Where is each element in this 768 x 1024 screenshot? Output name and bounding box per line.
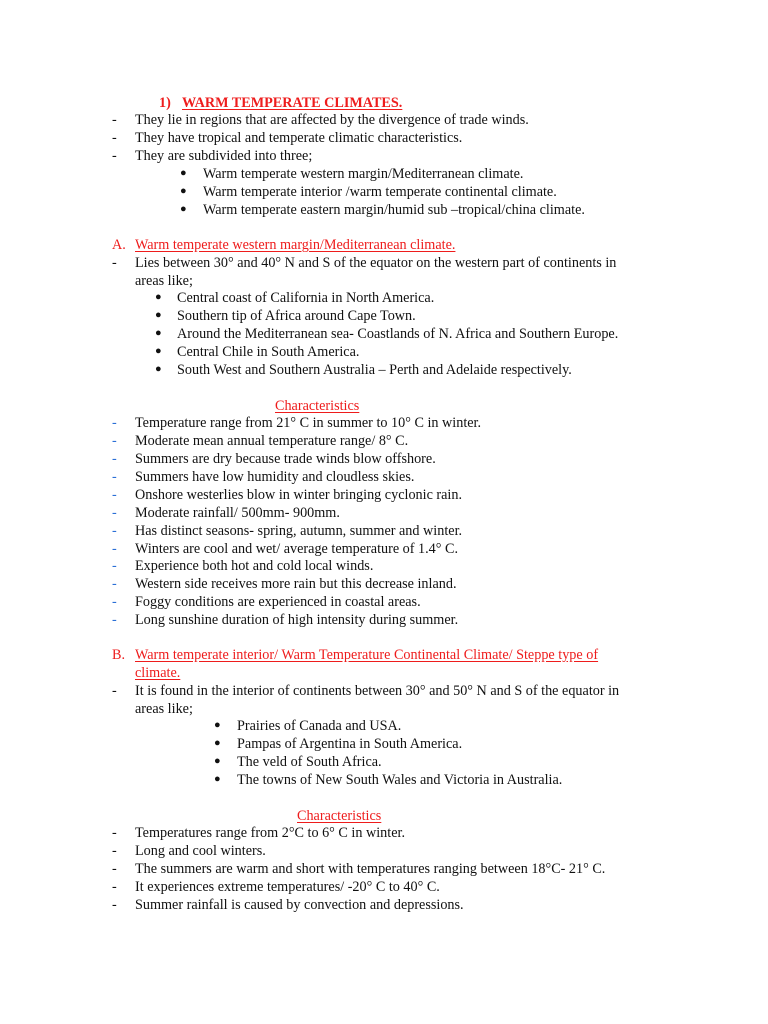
list-item: Onshore westerlies blow in winter bringing cyclonic rain. xyxy=(135,487,463,503)
bullet-icon: ● xyxy=(180,185,187,197)
list-item: Moderate mean annual temperature range/ 8° C. xyxy=(135,433,409,449)
list-item: Southern tip of Africa around Cape Town. xyxy=(177,308,416,324)
dash-marker: - xyxy=(112,683,117,699)
section-1-number: 1) xyxy=(159,95,171,111)
dash-marker: - xyxy=(112,487,117,503)
list-item: Foggy conditions are experienced in coastal areas. xyxy=(135,594,421,610)
dash-marker: - xyxy=(112,112,117,128)
dash-marker: - xyxy=(112,558,117,574)
bullet-icon: ● xyxy=(155,291,162,303)
section-a-intro-cont: areas like; xyxy=(135,273,193,289)
list-item: Moderate rainfall/ 500mm- 900mm. xyxy=(135,505,340,521)
dash-marker: - xyxy=(112,541,117,557)
dash-marker: - xyxy=(112,148,117,164)
bullet-icon: ● xyxy=(180,167,187,179)
dash-marker: - xyxy=(112,843,117,859)
list-item: Temperature range from 21° C in summer to 10° C in winter. xyxy=(135,415,482,431)
section-b-characteristics-title: Characteristics xyxy=(297,808,382,824)
section-a-characteristics-title: Characteristics xyxy=(275,398,360,414)
list-item: Central coast of California in North America. xyxy=(177,290,435,306)
dash-marker: - xyxy=(112,255,117,271)
list-item: Summers have low humidity and cloudless skies. xyxy=(135,469,415,485)
bullet-icon: ● xyxy=(214,737,221,749)
list-item: Warm temperate western margin/Mediterranean climate. xyxy=(203,166,524,182)
dash-marker: - xyxy=(112,523,117,539)
list-item: Western side receives more rain but this decrease inland. xyxy=(135,576,457,592)
bullet-icon: ● xyxy=(214,755,221,767)
list-item: Around the Mediterranean sea- Coastlands of N. Africa and Southern Europe. xyxy=(177,326,619,342)
list-item: South West and Southern Australia – Perth and Adelaide respectively. xyxy=(177,362,572,378)
dash-marker: - xyxy=(112,612,117,628)
dash-marker: - xyxy=(112,415,117,431)
list-item: Experience both hot and cold local winds. xyxy=(135,558,374,574)
section-b-intro: It is found in the interior of continents between 30° and 50° N and S of the equator in xyxy=(135,683,620,699)
list-item: Warm temperate eastern margin/humid sub –tropical/china climate. xyxy=(203,202,585,218)
list-item: Prairies of Canada and USA. xyxy=(237,718,402,734)
dash-marker: - xyxy=(112,469,117,485)
dash-marker: - xyxy=(112,433,117,449)
list-item: Summers are dry because trade winds blow offshore. xyxy=(135,451,436,467)
list-item: It experiences extreme temperatures/ -20° C to 40° C. xyxy=(135,879,440,895)
dash-marker: - xyxy=(112,505,117,521)
bullet-icon: ● xyxy=(155,309,162,321)
list-item: Long and cool winters. xyxy=(135,843,266,859)
list-item: Summer rainfall is caused by convection and depressions. xyxy=(135,897,464,913)
bullet-icon: ● xyxy=(155,327,162,339)
bullet-icon: ● xyxy=(214,773,221,785)
section-b-heading: Warm temperate interior/ Warm Temperature Continental Climate/ Steppe type of xyxy=(135,647,599,663)
dash-marker: - xyxy=(112,861,117,877)
dash-marker: - xyxy=(112,879,117,895)
dash-marker: - xyxy=(112,451,117,467)
bullet-icon: ● xyxy=(155,345,162,357)
list-item: Warm temperate interior /warm temperate continental climate. xyxy=(203,184,557,200)
section-b-intro-cont: areas like; xyxy=(135,701,193,717)
list-item: Temperatures range from 2°C to 6° C in winter. xyxy=(135,825,405,841)
list-item: Pampas of Argentina in South America. xyxy=(237,736,463,752)
list-item: They have tropical and temperate climatic characteristics. xyxy=(135,130,463,146)
list-item: They are subdivided into three; xyxy=(135,148,313,164)
list-item: Winters are cool and wet/ average temperature of 1.4° C. xyxy=(135,541,459,557)
dash-marker: - xyxy=(112,897,117,913)
list-item: Central Chile in South America. xyxy=(177,344,360,360)
dash-marker: - xyxy=(112,594,117,610)
section-b-letter: B. xyxy=(112,647,126,663)
list-item: They lie in regions that are affected by the divergence of trade winds. xyxy=(135,112,529,128)
bullet-icon: ● xyxy=(214,719,221,731)
bullet-icon: ● xyxy=(155,363,162,375)
bullet-icon: ● xyxy=(180,203,187,215)
list-item: Has distinct seasons- spring, autumn, summer and winter. xyxy=(135,523,463,539)
dash-marker: - xyxy=(112,130,117,146)
dash-marker: - xyxy=(112,576,117,592)
list-item: The summers are warm and short with temperatures ranging between 18°C- 21° C. xyxy=(135,861,606,877)
section-a-heading: Warm temperate western margin/Mediterranean climate. xyxy=(135,237,456,253)
list-item: The towns of New South Wales and Victoria in Australia. xyxy=(237,772,563,788)
section-a-letter: A. xyxy=(112,237,126,253)
section-1-heading: WARM TEMPERATE CLIMATES. xyxy=(182,95,403,111)
list-item: The veld of South Africa. xyxy=(237,754,382,770)
section-b-heading-cont: climate. xyxy=(135,665,181,681)
section-a-intro: Lies between 30° and 40° N and S of the equator on the western part of continents in xyxy=(135,255,617,271)
list-item: Long sunshine duration of high intensity during summer. xyxy=(135,612,459,628)
dash-marker: - xyxy=(112,825,117,841)
